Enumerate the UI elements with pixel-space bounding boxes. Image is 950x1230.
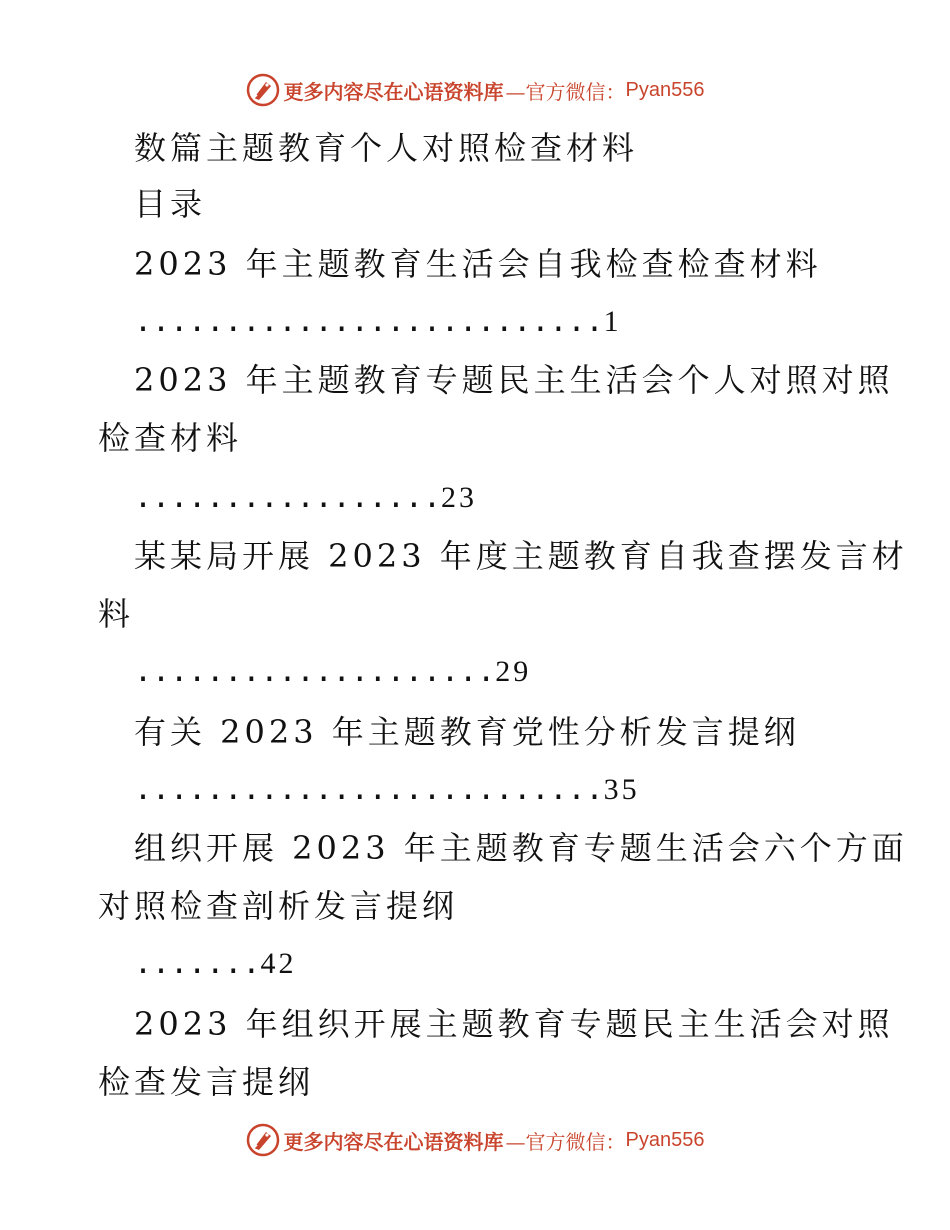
toc-entry-3-dots: .................... [134,654,496,689]
toc-entry-5-leader [134,944,296,984]
toc-entry-2-dots: ................. [134,480,442,515]
toc-entry-1-leader [134,302,622,342]
toc-entry-5-dots: ....... [134,946,261,981]
toc-entry-6-title-cont[interactable]: 检查发言提纲 [98,1063,315,1101]
document-title: 数篇主题教育个人对照检查材料 [134,129,639,167]
banner-official-label: —官方微信： [505,1129,626,1154]
toc-entry-5-title[interactable]: 组织开展 2023 年主题教育专题生活会六个方面 [134,829,908,867]
toc-entry-6-title[interactable]: 2023 年组织开展主题教育专题民主生活会对照 [134,1005,894,1043]
toc-entry-2-page: 23 [441,481,478,514]
toc-entry-4-page: 35 [603,773,640,806]
toc-entry-4-title[interactable]: 有关 2023 年主题教育党性分析发言提纲 [134,713,800,751]
toc-entry-1-title[interactable]: 2023 年主题教育生活会自我检查检查材料 [134,245,822,283]
pen-nib-logo-icon [246,1123,280,1157]
toc-entry-5-title-cont[interactable]: 对照检查剖析发言提纲 [98,887,459,925]
header-banner [0,68,950,112]
banner-official-label: —官方微信： [505,79,626,104]
toc-entry-2-leader [134,478,477,518]
toc-entry-3-title-cont[interactable]: 料 [98,595,135,633]
toc-entry-4-leader [134,770,640,810]
toc-heading: 目录 [134,185,207,223]
banner-wechat-id: Pyan556 [625,1128,705,1151]
banner-text: 更多内容尽在心语资料库 [283,1129,504,1154]
toc-entry-5-page: 42 [260,947,297,980]
pen-nib-logo-icon [246,73,280,107]
toc-entry-4-dots: .......................... [134,772,604,807]
footer-banner [0,1118,950,1162]
toc-entry-3-title[interactable]: 某某局开展 2023 年度主题教育自我查摆发言材 [134,537,908,575]
toc-entry-1-page: 1 [603,305,622,338]
toc-entry-2-title[interactable]: 2023 年主题教育专题民主生活会个人对照对照 [134,361,894,399]
banner-wechat-id: Pyan556 [625,78,705,101]
toc-entry-2-title-cont[interactable]: 检查材料 [98,419,243,457]
banner-text: 更多内容尽在心语资料库 [283,79,504,104]
toc-entry-3-leader [134,652,531,692]
toc-entry-3-page: 29 [495,655,532,688]
toc-entry-1-dots: .......................... [134,304,604,339]
